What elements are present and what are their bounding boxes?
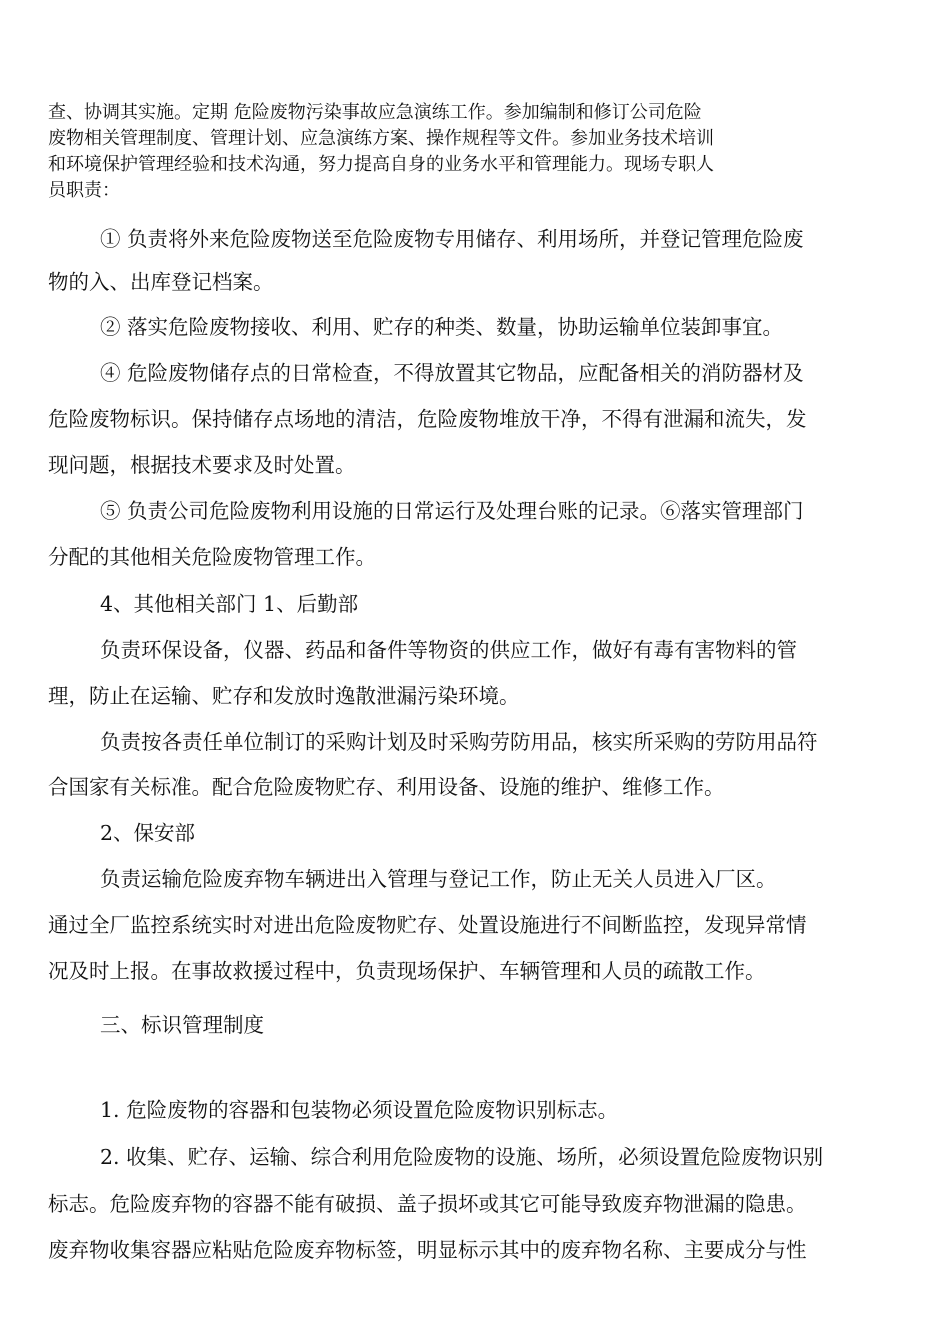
intro-line-4: 员职责：: [48, 180, 120, 201]
duty4-line-2: 危险废物标识。保持储存点场地的清洁，危险废物堆放干净，不得有泄漏和流失，发: [48, 407, 807, 431]
rule2-line-2: 标志。危险废弃物的容器不能有破损、盖子损坏或其它可能导致废弃物泄漏的隐患。: [48, 1192, 807, 1216]
duty4-line-3: 现问题，根据技术要求及时处置。: [48, 453, 356, 477]
duty1-line-1: ① 负责将外来危险废物送至危险废物专用储存、利用场所，并登记管理危险废: [100, 227, 804, 251]
rule2-line-3: 废弃物收集容器应粘贴危险废弃物标签，明显标示其中的废弃物名称、主要成分与性: [48, 1238, 807, 1262]
logistics-p1-line-1: 负责环保设备，仪器、药品和备件等物资的供应工作，做好有毒有害物料的管: [100, 638, 797, 662]
section3-heading: 三、标识管理制度: [100, 1013, 264, 1037]
intro-line-1: 查、协调其实施。定期 危险废物污染事故应急演练工作。参加编制和修订公司危险: [48, 102, 702, 123]
section4-heading: 4、其他相关部门 1、后勤部: [100, 592, 359, 616]
intro-line-2: 废物相关管理制度、管理计划、应急演练方案、操作规程等文件。参加业务技术培训: [48, 128, 714, 149]
security-p2-line-2: 况及时上报。在事故救援过程中，负责现场保护、车辆管理和人员的疏散工作。: [48, 959, 766, 983]
duty4-line-1: ④ 危险废物储存点的日常检查，不得放置其它物品，应配备相关的消防器材及: [100, 361, 804, 385]
rule2-line-1: 2. 收集、贮存、运输、综合利用危险废物的设施、场所，必须设置危险废物识别: [100, 1145, 824, 1169]
logistics-p2-line-1: 负责按各责任单位制订的采购计划及时采购劳防用品，核实所采购的劳防用品符: [100, 730, 818, 754]
security-heading: 2、保安部: [100, 821, 196, 845]
security-p2-line-1: 通过全厂监控系统实时对进出危险废物贮存、处置设施进行不间断监控，发现异常情: [48, 913, 807, 937]
duty5-line-2: 分配的其他相关危险废物管理工作。: [48, 545, 376, 569]
duty1-line-2: 物的入、出库登记档案。: [48, 270, 274, 294]
logistics-p2-line-2: 合国家有关标准。配合危险废物贮存、利用设备、设施的维护、维修工作。: [48, 775, 725, 799]
rule1-line: 1. 危险废物的容器和包装物必须设置危险废物识别标志。: [100, 1098, 619, 1122]
intro-line-3: 和环境保护管理经验和技术沟通，努力提高自身的业务水平和管理能力。现场专职人: [48, 154, 714, 175]
security-p1-line: 负责运输危险废弃物车辆进出入管理与登记工作，防止无关人员进入厂区。: [100, 867, 777, 891]
duty5-line-1: ⑤ 负责公司危险废物利用设施的日常运行及处理台账的记录。⑥落实管理部门: [100, 499, 804, 523]
logistics-p1-line-2: 理，防止在运输、贮存和发放时逸散泄漏污染环境。: [48, 684, 520, 708]
duty2-line: ② 落实危险废物接收、利用、贮存的种类、数量，协助运输单位装卸事宜。: [100, 315, 784, 339]
